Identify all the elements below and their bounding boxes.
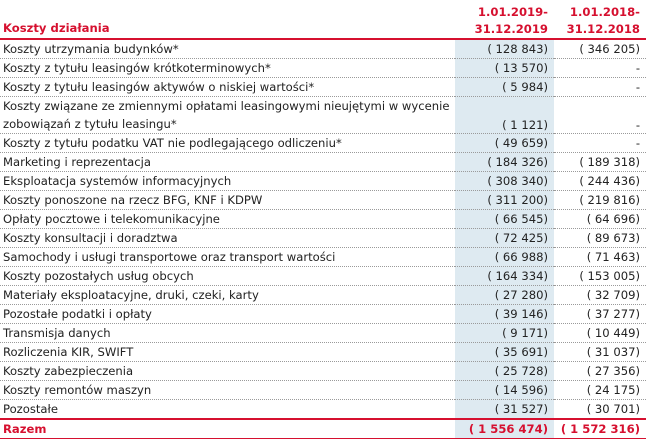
row-label: Koszty zabezpieczenia [0,362,455,381]
row-label: Koszty z tytułu podatku VAT nie podlegającego odliczeniu* [0,134,455,153]
row-label: Materiały eksploatacyjne, druki, czeki, karty [0,286,455,305]
row-value-2019: ( 5 984) [455,78,554,97]
row-value-2018: - [554,59,646,78]
row-value-2019: ( 184 326) [455,153,554,172]
row-value-2019: ( 39 146) [455,305,554,324]
table-row [0,134,646,153]
row-value-2018: ( 37 277) [554,305,646,324]
row-value-2018: ( 31 037) [554,343,646,362]
table-row [0,248,646,267]
row-value-2018: - [554,78,646,97]
row-value-2019: ( 164 334) [455,267,554,286]
row-value-2019: ( 27 280) [455,286,554,305]
row-value-2018: ( 189 318) [554,153,646,172]
row-label: Koszty utrzymania budynków* [0,39,455,59]
row-value-2019: ( 13 570) [455,59,554,78]
table-row [0,362,646,381]
row-label: Transmisja danych [0,324,455,343]
row-label: Opłaty pocztowe i telekomunikacyjne [0,210,455,229]
row-value-2018: ( 89 673) [554,229,646,248]
row-label: Koszty z tytułu leasingów aktywów o niskiej wartości* [0,78,455,97]
column-header-2018 [554,0,646,39]
column-header-2019-line1: 1.01.2019- [477,5,548,19]
table-row [0,172,646,191]
row-label: Marketing i reprezentacja [0,153,455,172]
row-label: Rozliczenia KIR, SWIFT [0,343,455,362]
row-label: Koszty z tytułu leasingów krótkoterminowych* [0,59,455,78]
row-value-2018: ( 346 205) [554,39,646,59]
row-value-2019: ( 311 200) [455,191,554,210]
column-header-2019-line2: 31.12.2019 [474,22,548,36]
row-label: Eksploatacja systemów informacyjnych [0,172,455,191]
table-row [0,286,646,305]
table-row [0,153,646,172]
row-value-2018: - [554,134,646,153]
table-row [0,305,646,324]
column-header-2018-line2: 31.12.2018 [566,22,640,36]
row-label: Koszty konsultacji i doradztwa [0,229,455,248]
row-value-2018: ( 153 005) [554,267,646,286]
row-value-2018: ( 219 816) [554,191,646,210]
row-label: Pozostałe [0,400,455,420]
row-value-2019: ( 1 121) [455,97,554,134]
total-value-2019: ( 1 556 474) [455,419,554,439]
total-row [0,419,646,439]
table-header-row [0,0,646,39]
table-row [0,343,646,362]
row-label: Koszty pozostałych usług obcych [0,267,455,286]
table-row [0,39,646,59]
row-label: Samochody i usługi transportowe oraz transport wartości [0,248,455,267]
row-value-2018: ( 71 463) [554,248,646,267]
table-row [0,59,646,78]
row-value-2019: ( 35 691) [455,343,554,362]
row-value-2018: ( 64 696) [554,210,646,229]
row-value-2019: ( 72 425) [455,229,554,248]
table-row [0,400,646,420]
row-value-2019: ( 66 988) [455,248,554,267]
row-value-2019: ( 31 527) [455,400,554,420]
row-value-2019: ( 128 843) [455,39,554,59]
table-title: Koszty działania [3,21,110,35]
table-body [0,39,646,419]
row-value-2019: ( 66 545) [455,210,554,229]
row-label: Pozostałe podatki i opłaty [0,305,455,324]
row-value-2018: ( 32 709) [554,286,646,305]
row-label: Koszty związane ze zmiennymi opłatami leasingowymi nieujętymi w wycenie zobowiązań z tytułu leasingu* [0,97,455,134]
table-row [0,78,646,97]
column-header-2019 [455,0,554,39]
table-row [0,381,646,400]
row-value-2018: ( 30 701) [554,400,646,420]
table-row [0,210,646,229]
row-label: Koszty remontów maszyn [0,381,455,400]
row-value-2019: ( 25 728) [455,362,554,381]
row-value-2018: ( 27 356) [554,362,646,381]
column-header-2018-line1: 1.01.2018- [569,5,640,19]
table-row [0,229,646,248]
table-row [0,97,646,134]
row-value-2018: ( 10 449) [554,324,646,343]
row-value-2019: ( 308 340) [455,172,554,191]
row-value-2018: ( 244 436) [554,172,646,191]
table-row [0,267,646,286]
row-value-2019: ( 49 659) [455,134,554,153]
table-row [0,191,646,210]
row-value-2018: ( 24 175) [554,381,646,400]
table-row [0,324,646,343]
total-value-2018: ( 1 572 316) [554,419,646,439]
total-label: Razem [0,419,455,439]
row-label: Koszty ponoszone na rzecz BFG, KNF i KDPW [0,191,455,210]
row-value-2019: ( 9 171) [455,324,554,343]
row-value-2019: ( 14 596) [455,381,554,400]
row-value-2018: - [554,97,646,134]
